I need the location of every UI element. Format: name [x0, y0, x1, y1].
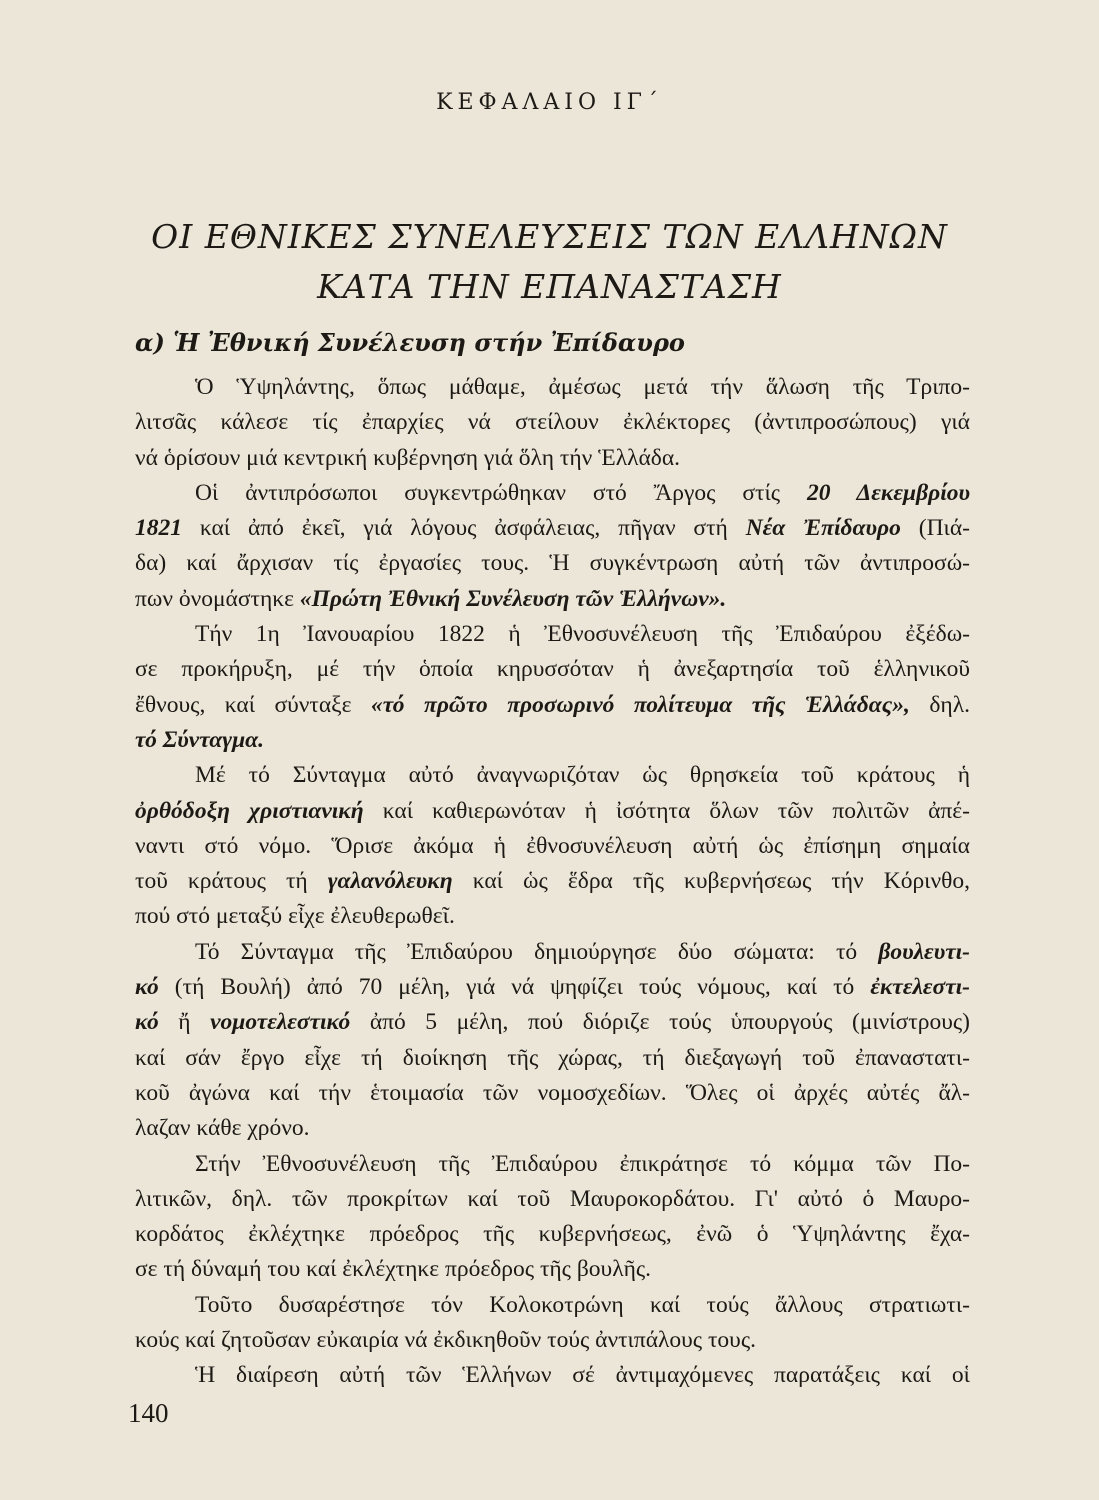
text-line: Ἡ διαίρεση αὐτή τῶν Ἑλλήνων σέ ἀντιμαχόμενες παρατάξεις καί οἱ	[195, 1362, 970, 1389]
emphasis: νομοτελεστικό	[210, 1009, 351, 1036]
title-line: ΟΙ ΕΘΝΙΚΕΣ ΣΥΝΕΛΕΥΣΕΙΣ ΤΩΝ ΕΛΛΗΝΩΝ	[151, 217, 948, 256]
text-line: Τό Σύνταγμα τῆς Ἐπιδαύρου δημιούργησε δύο σώματα: τό βουλευτι-	[195, 938, 970, 965]
text-line: κό ἤ νομοτελεστικό ἀπό 5 μέλη, πού διόριζε τούς ὑπουργούς (μινίστρους)	[135, 1009, 970, 1036]
text-line: λιτσᾶς κάλεσε τίς ἐπαρχίες νά στείλουν ἐκλέκτορες (ἀντιπροσώπους) γιά	[135, 409, 970, 436]
emphasis: ἐκτελεστι-	[870, 974, 970, 1001]
text-line: τοῦ κράτους τή γαλανόλευκη καί ὡς ἕδρα τῆς κυβερνήσεως τήν Κόρινθο,	[135, 868, 971, 895]
emphasis: κό	[135, 1009, 159, 1036]
text-line: Μέ τό Σύνταγμα αὐτό ἀναγνωριζόταν ὡς θρησκεία τοῦ κράτους ἡ	[195, 762, 970, 789]
text-line: δα) καί ἄρχισαν τίς ἐργασίες τους. Ἡ συγκέντρωση αὐτή τῶν ἀντιπροσώ-	[135, 550, 970, 577]
chapter-heading: ΚΕΦΑΛΑΙΟ ΙΓ΄	[436, 90, 663, 115]
text-line: λαζαν κάθε χρόνο.	[135, 1115, 310, 1142]
text-line: ναντι στό νόμο. Ὅρισε ἀκόμα ἡ ἐθνοσυνέλευση αὐτή ὡς ἐπίσημη σημαία	[135, 832, 970, 859]
emphasis: «Πρώτη Ἐθνική Συνέλευση τῶν Ἑλλήνων».	[299, 585, 727, 612]
text-line: κούς καί ζητοῦσαν εὐκαιρία νά ἐκδικηθοῦν τούς ἀντιπάλους τους.	[135, 1327, 756, 1354]
text-line: πού στό μεταξύ εἶχε ἐλευθερωθεῖ.	[135, 903, 455, 930]
text-line: Τοῦτο δυσαρέστησε τόν Κολοκοτρώνη καί τούς ἄλλους στρατιωτι-	[195, 1291, 970, 1318]
text-line: λιτικῶν, δηλ. τῶν προκρίτων καί τοῦ Μαυροκορδάτου. Γι' αὐτό ὁ Μαυρο-	[135, 1185, 970, 1212]
text-line: Οἱ ἀντιπρόσωποι συγκεντρώθηκαν στό Ἄργος στίς 20 Δεκεμβρίου	[195, 479, 970, 506]
title-line: ΚΑΤΑ ΤΗΝ ΕΠΑΝΑΣΤΑΣΗ	[317, 267, 782, 306]
text-line: Ὁ Ὑψηλάντης, ὅπως μάθαμε, ἀμέσως μετά τήν ἅλωση τῆς Τριπο-	[195, 374, 970, 400]
text-line: κό (τή Βουλή) ἀπό 70 μέλη, γιά νά ψηφίζει τούς νόμους, καί τό ἐκτελεστι-	[135, 974, 970, 1001]
chapter-title	[0, 212, 1099, 312]
emphasis: γαλανόλευκη	[327, 868, 453, 895]
emphasis: ὀρθόδοξη χριστιανική	[135, 797, 364, 824]
text-line: ἔθνους, καί σύνταξε «τό πρῶτο προσωρινό πολίτευμα τῆς Ἑλλάδας», δηλ.	[135, 691, 970, 718]
text-line: καί σάν ἔργο εἶχε τή διοίκηση τῆς χώρας, τή διεξαγωγή τοῦ ἐπαναστατι-	[135, 1044, 970, 1071]
text-line: σε τή δύναμή του καί ἐκλέχτηκε πρόεδρος τῆς βουλῆς.	[135, 1256, 652, 1283]
text-line: κοῦ ἀγώνα καί τήν ἑτοιμασία τῶν νομοσχεδίων. Ὅλες οἱ ἀρχές αὐτές ἄλ-	[135, 1079, 970, 1106]
page-number: 140	[128, 1398, 169, 1428]
text-line: πων ὀνομάστηκε «Πρώτη Ἐθνική Συνέλευση τῶν Ἑλλήνων».	[135, 585, 727, 612]
text-line: σε προκήρυξη, μέ τήν ὁποία κηρυσσόταν ἡ ἀνεξαρτησία τοῦ ἑλληνικοῦ	[135, 656, 970, 683]
text-line: 1821 καί ἀπό ἐκεῖ, γιά λόγους ἀσφάλειας, πῆγαν στή Νέα Ἐπίδαυρο (Πιά-	[135, 515, 970, 542]
body-text	[135, 370, 970, 1394]
text-line: νά ὁρίσουν μιά κεντρική κυβέρνηση γιά ὅλη τήν Ἑλλάδα.	[135, 444, 681, 471]
text-line: ὀρθόδοξη χριστιανική καί καθιερωνόταν ἡ ἰσότητα ὅλων τῶν πολιτῶν ἀπέ-	[135, 797, 970, 824]
emphasis: Νέα Ἐπίδαυρο	[745, 515, 901, 542]
text-line: Στήν Ἐθνοσυνέλευση τῆς Ἐπιδαύρου ἐπικράτησε τό κόμμα τῶν Πο-	[195, 1150, 970, 1177]
text-line: κορδάτος ἐκλέχτηκε πρόεδρος τῆς κυβερνήσεως, ἐνῶ ὁ Ὑψηλάντης ἔχα-	[135, 1221, 970, 1248]
emphasis: «τό πρῶτο προσωρινό πολίτευμα τῆς Ἑλλάδας»,	[370, 691, 910, 718]
emphasis: 20 Δεκεμβρίου	[807, 479, 970, 506]
emphasis: κό	[135, 974, 159, 1001]
emphasis: 1821	[135, 515, 182, 542]
emphasis: βουλευτι-	[878, 938, 970, 965]
text-line: τό Σύνταγμα.	[135, 726, 265, 753]
text-line: Τήν 1η Ἰανουαρίου 1822 ἡ Ἐθνοσυνέλευση τῆς Ἐπιδαύρου ἐξέδω-	[195, 621, 970, 648]
section-heading: α) Ἡ Ἐθνική Συνέλευση στήν Ἐπίδαυρο	[135, 328, 685, 357]
